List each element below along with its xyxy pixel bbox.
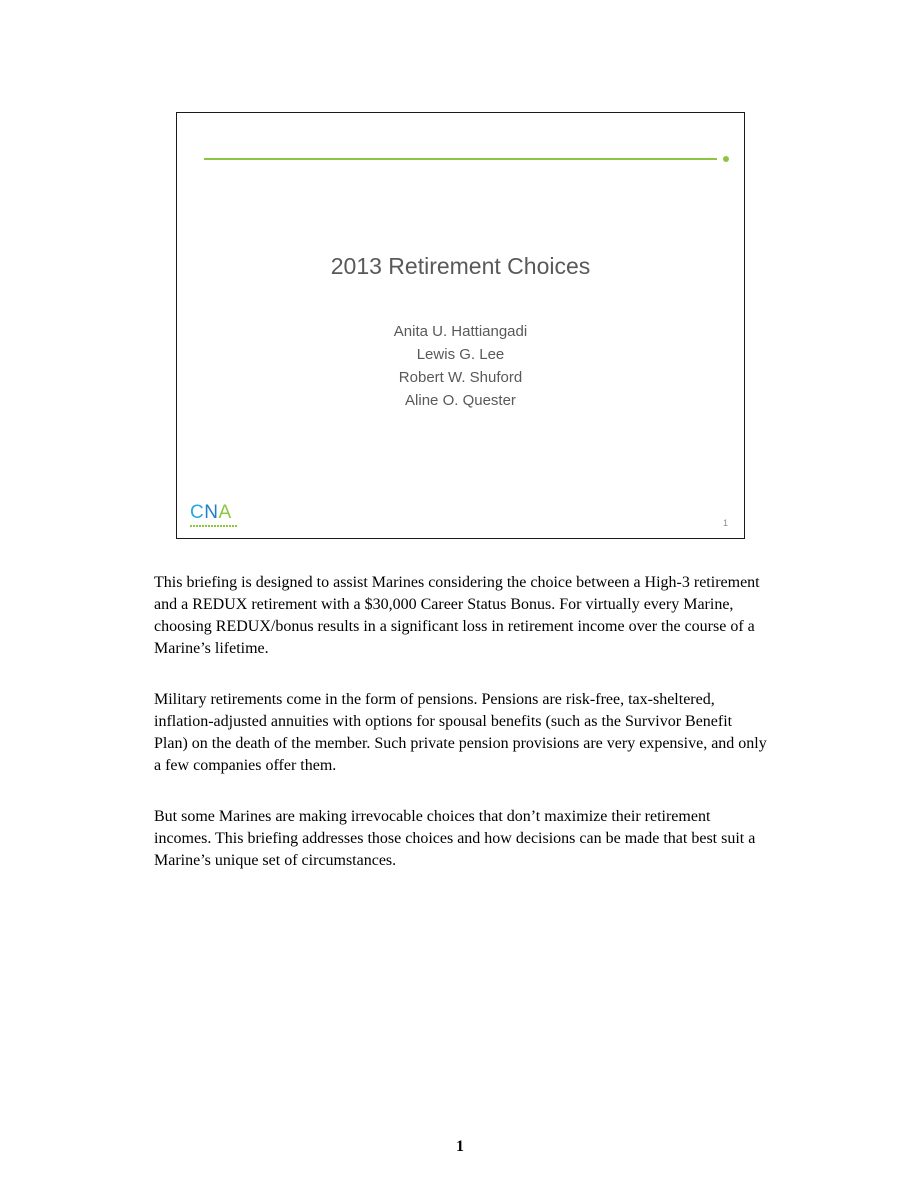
cna-logo-tagline-mark <box>190 525 238 527</box>
paragraph: Military retirements come in the form of pensions. Pensions are risk-free, tax-sheltered, inflation-adjusted annuities with options for spousal benefits (such as the Survivor Benefit Plan) on the death of the member. Such private pension provisions are very expensive, and only a few companies offer them. <box>154 691 767 774</box>
author-name: Robert W. Shuford <box>398 369 523 386</box>
page-number: 1 <box>456 1138 464 1155</box>
slide-accent-dot <box>723 156 729 162</box>
logo-letter-c: C <box>190 502 205 523</box>
logo-letter-a: A <box>218 502 232 523</box>
slide-accent-line <box>204 158 717 160</box>
slide-number: 1 <box>723 518 729 528</box>
slide-authors <box>177 320 744 412</box>
cna-logo <box>190 503 250 527</box>
logo-letter-n: N <box>204 502 219 523</box>
author-name: Aline O. Quester <box>405 392 516 409</box>
slide-thumbnail <box>176 112 745 539</box>
paragraph: This briefing is designed to assist Marines considering the choice between a High-3 retirement and a REDUX retirement with a $30,000 Career Status Bonus. For virtually every Marine, choosing REDUX/bonus results in a significant loss in retirement income over the course of a Marine’s lifetime. <box>154 574 760 657</box>
slide-title: 2013 Retirement Choices <box>330 253 591 279</box>
briefing-text <box>154 572 769 901</box>
cna-logo-text <box>190 502 232 523</box>
author-name: Lewis G. Lee <box>416 346 505 363</box>
author-name: Anita U. Hattiangadi <box>393 323 528 340</box>
paragraph: But some Marines are making irrevocable choices that don’t maximize their retirement incomes. This briefing addresses those choices and how decisions can be made that best suit a Marine’s unique set of circumstances. <box>154 808 756 869</box>
